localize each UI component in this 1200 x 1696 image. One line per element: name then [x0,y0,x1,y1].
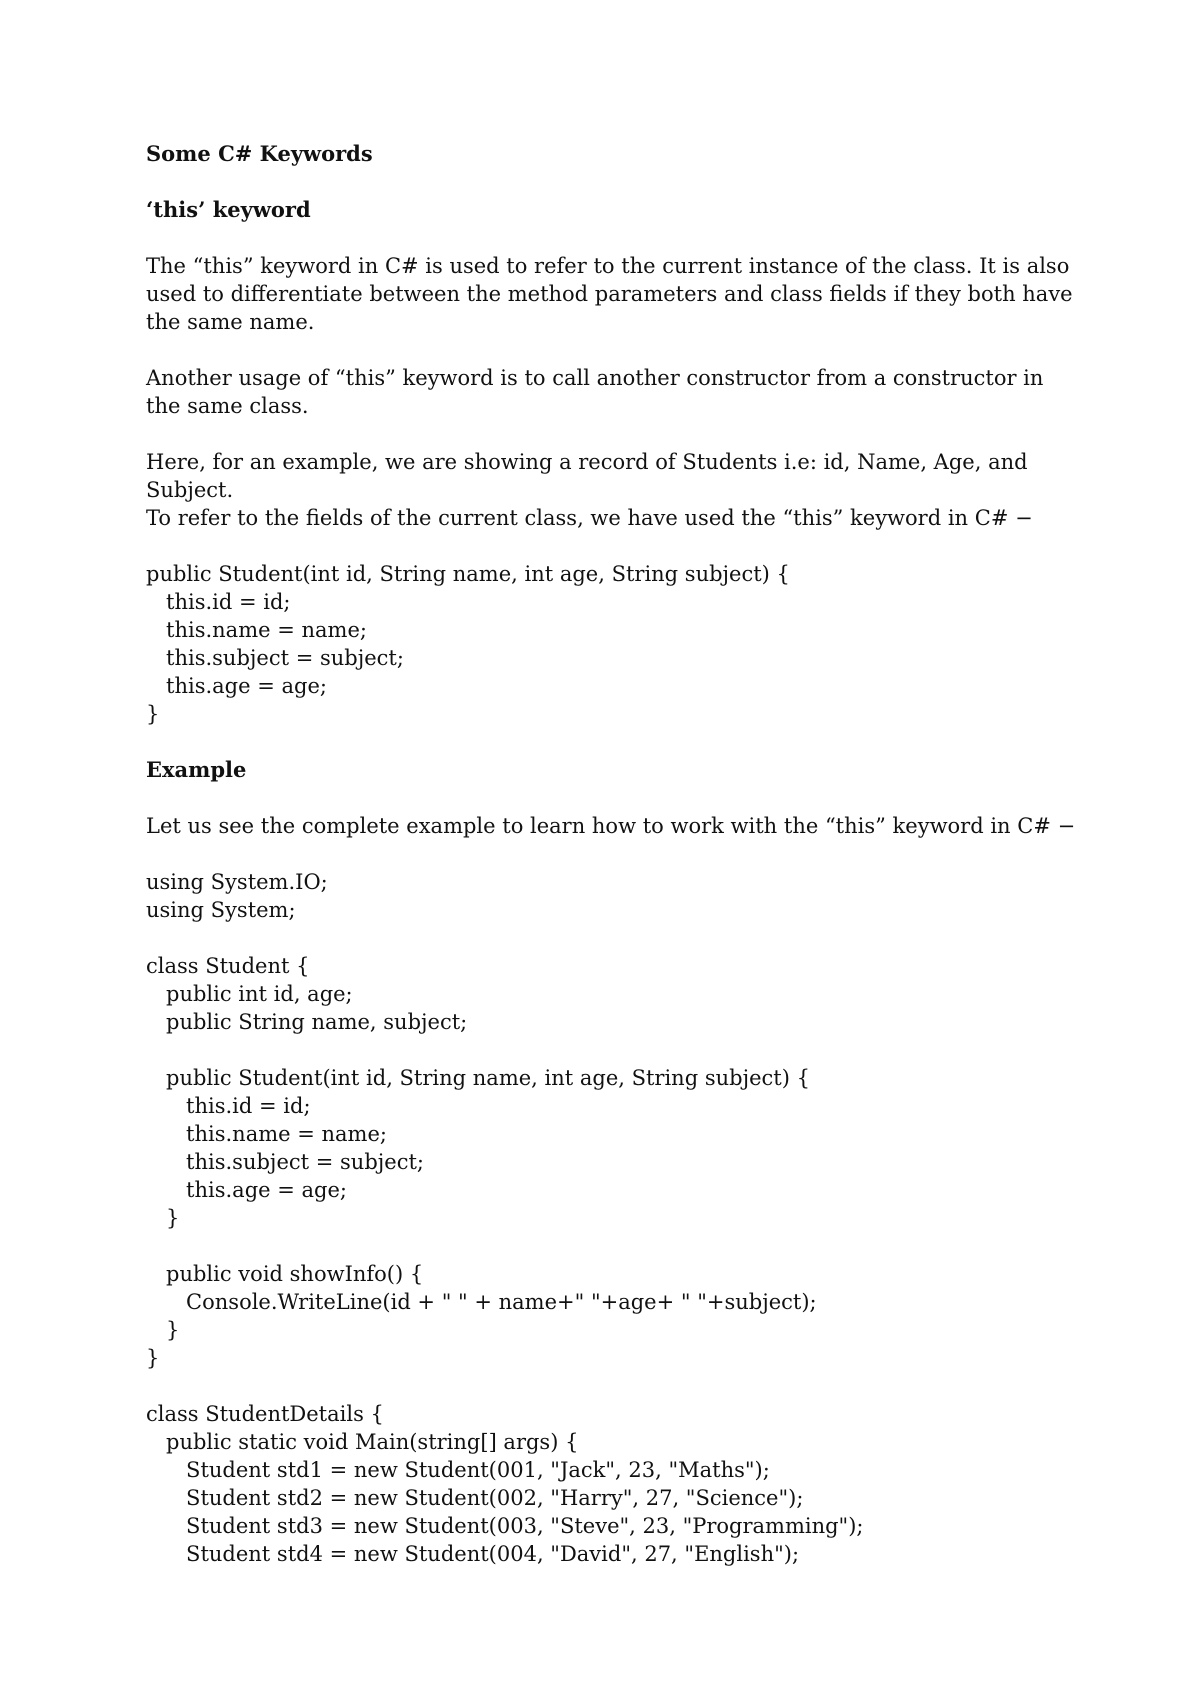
spacer [146,1372,1076,1400]
code-line: public Student(int id, String name, int age, String subject) { [146,1066,810,1090]
code-class-student-details [146,1400,1076,1568]
code-snippet [146,560,1076,728]
code-line: public Student(int id, String name, int age, String subject) { [146,562,790,586]
spacer [146,420,1076,448]
spacer [146,728,1076,756]
code-class-student [146,952,1076,1372]
spacer [146,168,1076,196]
code-line: this.subject = subject; [146,1150,424,1174]
code-line: class Student { [146,954,310,978]
code-line: public void showInfo() { [146,1262,424,1286]
code-line: Student std4 = new Student(004, "David", 27, "English"); [146,1542,800,1566]
document-title: Some C# Keywords [146,141,373,166]
paragraph-example-line-1: Here, for an example, we are showing a record of Students i.e: id, Name, Age, and Subject. [146,450,1028,502]
code-line: this.id = id; [146,590,291,614]
code-line: this.age = age; [146,1178,347,1202]
code-line: } [146,1318,180,1342]
example-intro: Let us see the complete example to learn how to work with the “this” keyword in C# − [146,814,1076,838]
paragraph-constructor-usage: Another usage of “this” keyword is to call another constructor from a constructor in the same class. [146,366,1044,418]
code-line: using System; [146,898,296,922]
code-line: Student std3 = new Student(003, "Steve", 23, "Programming"); [146,1514,864,1538]
code-line: this.name = name; [146,1122,387,1146]
code-line: public static void Main(string[] args) { [146,1430,579,1454]
paragraph-example-line-2: To refer to the fields of the current class, we have used the “this” keyword in C# − [146,506,1033,530]
example-heading: Example [146,757,247,782]
code-using-block [146,868,1076,924]
paragraph-intro: The “this” keyword in C# is used to refer to the current instance of the class. It is also used to differentiate between the method parameters and class fields if they both have the same name. [146,254,1073,334]
code-line: this.age = age; [146,674,327,698]
code-line: using System.IO; [146,870,328,894]
code-line-blank [146,1036,1076,1064]
code-line: public String name, subject; [146,1010,468,1034]
code-line: Student std1 = new Student(001, "Jack", 23, "Maths"); [146,1458,770,1482]
code-line: Student std2 = new Student(002, "Harry", 27, "Science"); [146,1486,804,1510]
code-line-blank [146,1232,1076,1260]
spacer [146,224,1076,252]
code-line: } [146,1346,160,1370]
document-page [146,140,1076,1568]
spacer [146,532,1076,560]
code-line: this.name = name; [146,618,367,642]
spacer [146,840,1076,868]
code-line: this.id = id; [146,1094,311,1118]
code-line: class StudentDetails { [146,1402,384,1426]
spacer [146,784,1076,812]
code-line: Console.WriteLine(id + " " + name+" "+age+ " "+subject); [146,1290,817,1314]
spacer [146,924,1076,952]
code-line: this.subject = subject; [146,646,404,670]
spacer [146,336,1076,364]
code-line: } [146,702,160,726]
section-heading: ‘this’ keyword [146,197,311,222]
code-line: } [146,1206,180,1230]
code-line: public int id, age; [146,982,353,1006]
